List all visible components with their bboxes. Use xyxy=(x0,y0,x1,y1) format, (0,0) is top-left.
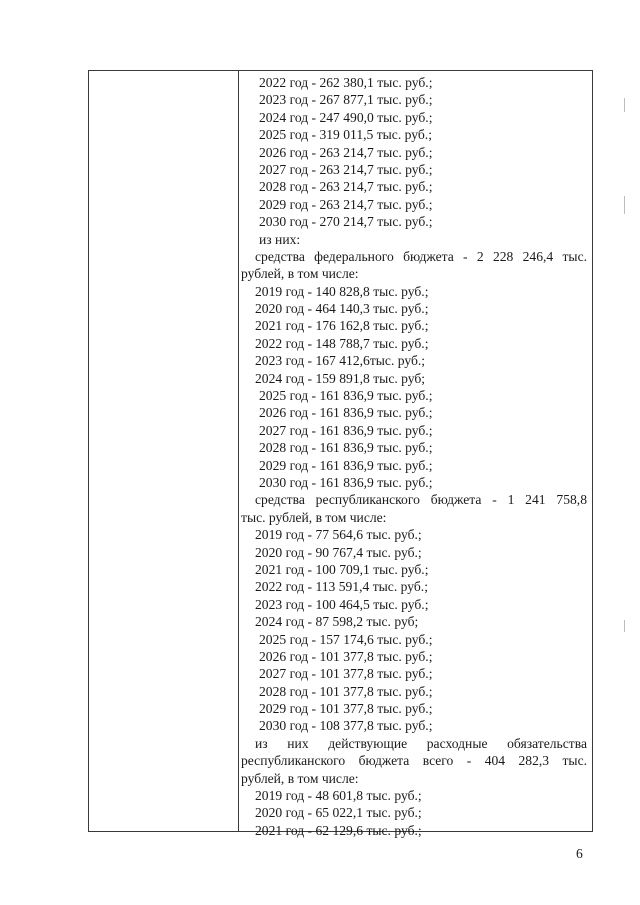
text-line: 2023 год - 100 464,5 тыс. руб.; xyxy=(255,596,429,612)
text-line: 2025 год - 161 836,9 тыс. руб.; xyxy=(259,388,433,404)
text-line: 2022 год - 148 788,7 тыс. руб.; xyxy=(255,335,429,351)
text-line: 2020 год - 65 022,1 тыс. руб.; xyxy=(255,805,422,821)
scan-edge-mark xyxy=(624,196,625,214)
republic-budget-heading: средства республиканского бюджета - 1 241 758,8 xyxy=(255,492,587,508)
text-line: 2029 год - 263 214,7 тыс. руб.; xyxy=(259,196,433,212)
page-number: 6 xyxy=(576,846,583,861)
text-line: 2020 год - 90 767,4 тыс. руб.; xyxy=(255,544,422,560)
text-line: 2023 год - 267 877,1 тыс. руб.; xyxy=(259,92,433,108)
republic-budget-heading-cont: тыс. рублей, в том числе: xyxy=(241,509,387,525)
text-line: 2025 год - 157 174,6 тыс. руб.; xyxy=(259,631,433,647)
text-line: 2022 год - 262 380,1 тыс. руб.; xyxy=(259,75,433,90)
text-line: 2026 год - 101 377,8 тыс. руб.; xyxy=(259,648,433,664)
text-line: 2024 год - 247 490,0 тыс. руб.; xyxy=(259,109,433,125)
text-line: 2027 год - 263 214,7 тыс. руб.; xyxy=(259,161,433,177)
text-line: 2019 год - 48 601,8 тыс. руб.; xyxy=(255,788,422,804)
obligations-heading: из них действующие расходные обязательства xyxy=(255,735,587,751)
text-line: 2027 год - 101 377,8 тыс. руб.; xyxy=(259,666,433,682)
text-line: 2029 год - 161 836,9 тыс. руб.; xyxy=(259,457,433,473)
obligations-heading-cont: республиканского бюджета всего - 404 282,3 тыс. xyxy=(241,753,587,769)
text-line: 2023 год - 167 412,6тыс. руб.; xyxy=(255,353,426,369)
text-line: 2020 год - 464 140,3 тыс. руб.; xyxy=(255,301,429,317)
text-line: 2030 год - 270 214,7 тыс. руб.; xyxy=(259,214,433,230)
text-line: 2021 год - 100 709,1 тыс. руб.; xyxy=(255,561,429,577)
text-line: 2028 год - 263 214,7 тыс. руб.; xyxy=(259,179,433,195)
text-line: 2030 год - 108 377,8 тыс. руб.; xyxy=(259,718,433,734)
text-line: 2028 год - 161 836,9 тыс. руб.; xyxy=(259,440,433,456)
text-line: 2025 год - 319 011,5 тыс. руб.; xyxy=(259,127,432,143)
federal-budget-heading-cont: рублей, в том числе: xyxy=(241,266,359,282)
text-line: 2027 год - 161 836,9 тыс. руб.; xyxy=(259,422,433,438)
text-line: 2022 год - 113 591,4 тыс. руб.; xyxy=(255,579,428,595)
text-line: 2028 год - 101 377,8 тыс. руб.; xyxy=(259,683,433,699)
text-line: 2030 год - 161 836,9 тыс. руб.; xyxy=(259,474,433,490)
subheading: из них: xyxy=(259,231,301,247)
text-line: 2021 год - 62 129,6 тыс. руб.; xyxy=(255,822,422,838)
funding-cell xyxy=(241,74,587,839)
budget-table xyxy=(88,70,593,838)
obligations-heading-cont: рублей, в том числе: xyxy=(241,770,359,786)
text-line: 2029 год - 101 377,8 тыс. руб.; xyxy=(259,701,433,717)
text-line: 2019 год - 77 564,6 тыс. руб.; xyxy=(255,527,422,543)
federal-budget-heading: средства федерального бюджета - 2 228 246,4 тыс. xyxy=(255,248,587,264)
text-line: 2024 год - 159 891,8 тыс. руб; xyxy=(255,370,426,386)
text-line: 2021 год - 176 162,8 тыс. руб.; xyxy=(255,318,429,334)
scan-edge-mark xyxy=(624,620,625,632)
text-line: 2026 год - 161 836,9 тыс. руб.; xyxy=(259,405,433,421)
text-line: 2026 год - 263 214,7 тыс. руб.; xyxy=(259,144,433,160)
text-line: 2024 год - 87 598,2 тыс. руб; xyxy=(255,614,419,630)
scan-edge-mark xyxy=(624,98,625,112)
column-divider xyxy=(238,71,239,831)
text-line: 2019 год - 140 828,8 тыс. руб.; xyxy=(255,283,429,299)
